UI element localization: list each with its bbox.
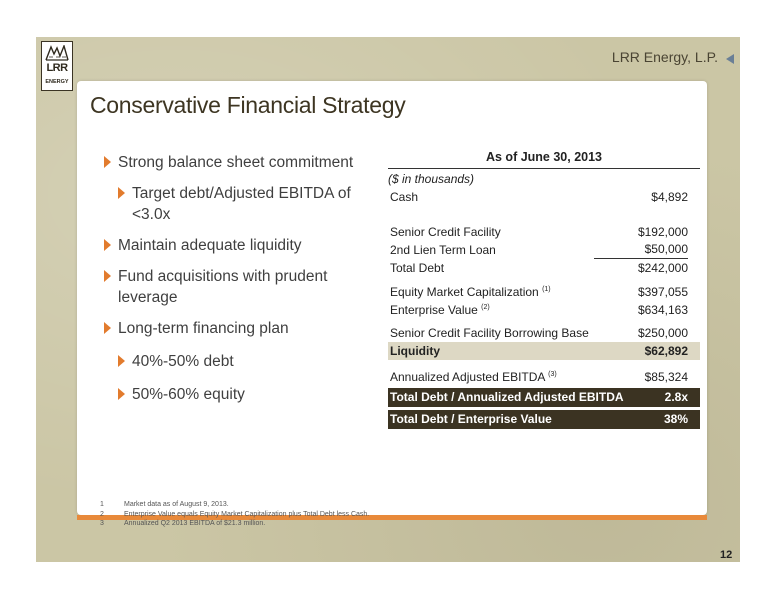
row-label: Total Debt / Annualized Adjusted EBITDA xyxy=(390,390,624,404)
bullet-text: Maintain adequate liquidity xyxy=(118,237,302,254)
row-value: $250,000 xyxy=(637,326,688,340)
row-value: $4,892 xyxy=(651,190,688,204)
bullet-triangle-icon xyxy=(104,239,111,251)
page-number: 12 xyxy=(720,549,733,561)
table-row-liquidity xyxy=(388,342,700,360)
bullet-text: 50%-60% equity xyxy=(132,386,245,403)
table-heading: As of June 30, 2013 xyxy=(388,150,700,169)
row-value: $62,892 xyxy=(644,344,688,358)
logo-mark-icon xyxy=(45,45,69,61)
row-label: Senior Credit Facility Borrowing Base xyxy=(390,326,589,340)
row-value: $634,163 xyxy=(637,303,688,317)
bullet-triangle-icon xyxy=(118,355,125,367)
bullet-item xyxy=(104,235,374,256)
row-value: $242,000 xyxy=(637,261,688,275)
row-label xyxy=(390,283,551,301)
row-label: Liquidity xyxy=(390,344,440,358)
row-label: Total Debt xyxy=(390,261,445,275)
table-row xyxy=(388,324,700,342)
bullet-item xyxy=(104,266,374,308)
sub-bullet-item xyxy=(118,384,374,405)
bullet-triangle-icon xyxy=(118,187,125,199)
bullet-triangle-icon xyxy=(104,156,111,168)
row-value: $50,000 xyxy=(594,241,688,259)
bullet-text: Fund acquisitions with prudent leverage xyxy=(118,268,328,306)
row-label: Cash xyxy=(390,190,419,204)
row-value: 2.8x xyxy=(664,390,688,404)
bullet-list xyxy=(104,152,374,405)
footnote-number: 3 xyxy=(100,520,104,527)
table-row-debt-ev xyxy=(388,410,700,429)
company-logo xyxy=(41,41,73,91)
table-row xyxy=(388,283,700,301)
footnote-text: Enterprise Value equals Equity Market Capitalization plus Total Debt less Cash. xyxy=(124,510,370,518)
footnotes xyxy=(100,500,369,529)
row-value: $397,055 xyxy=(637,285,688,299)
row-label: 2nd Lien Term Loan xyxy=(390,243,496,257)
footnote xyxy=(100,510,369,520)
row-label: Senior Credit Facility xyxy=(390,225,501,239)
footnote-number: 1 xyxy=(100,501,104,508)
bullet-item xyxy=(104,318,374,339)
sub-bullet-item xyxy=(118,351,374,372)
logo-subtext: ENERGY xyxy=(45,79,69,85)
table-row xyxy=(388,301,700,319)
company-name: LRR Energy, L.P. xyxy=(611,49,718,65)
financial-summary-table xyxy=(388,150,700,426)
sub-bullet-item xyxy=(118,183,374,225)
table-row-debt-ebitda xyxy=(388,388,700,407)
table-row xyxy=(388,223,700,241)
table-units-note: ($ in thousands) xyxy=(388,172,475,186)
footnote-marker: (1) xyxy=(542,286,551,293)
row-label: Total Debt / Enterprise Value xyxy=(390,412,552,426)
footnote-text: Annualized Q2 2013 EBITDA of $21.3 million. xyxy=(124,520,266,527)
bullet-text: Strong balance sheet commitment xyxy=(118,154,354,171)
left-arrow-icon xyxy=(726,54,734,64)
bullet-triangle-icon xyxy=(104,270,111,282)
row-label-text: Annualized Adjusted EBITDA xyxy=(390,370,545,384)
footnote-number: 2 xyxy=(100,510,104,518)
bullet-text: 40%-50% debt xyxy=(132,353,234,370)
bullet-text: Target debt/Adjusted EBITDA of <3.0x xyxy=(132,185,351,223)
footnote xyxy=(100,519,369,529)
bullet-item xyxy=(104,152,374,173)
row-label-text: Enterprise Value xyxy=(390,303,478,317)
row-label xyxy=(390,301,490,319)
row-value: 38% xyxy=(663,412,688,426)
logo-text: LRR xyxy=(46,62,68,74)
row-value: $192,000 xyxy=(637,225,688,239)
footnote-marker: (3) xyxy=(548,371,557,378)
row-label-text: Equity Market Capitalization xyxy=(390,285,539,299)
row-value: $85,324 xyxy=(644,370,688,384)
bullet-text: Long-term financing plan xyxy=(118,320,289,337)
table-row xyxy=(388,259,700,277)
slide-title: Conservative Financial Strategy xyxy=(90,92,406,118)
table-row xyxy=(388,241,700,259)
table-row xyxy=(388,188,700,206)
table-row xyxy=(388,368,700,386)
footnote-marker: (2) xyxy=(481,304,490,311)
footnote xyxy=(100,500,369,510)
bullet-triangle-icon xyxy=(104,322,111,334)
row-label xyxy=(390,368,557,386)
bullet-triangle-icon xyxy=(118,388,125,400)
footnote-text: Market data as of August 9, 2013. xyxy=(124,501,229,508)
